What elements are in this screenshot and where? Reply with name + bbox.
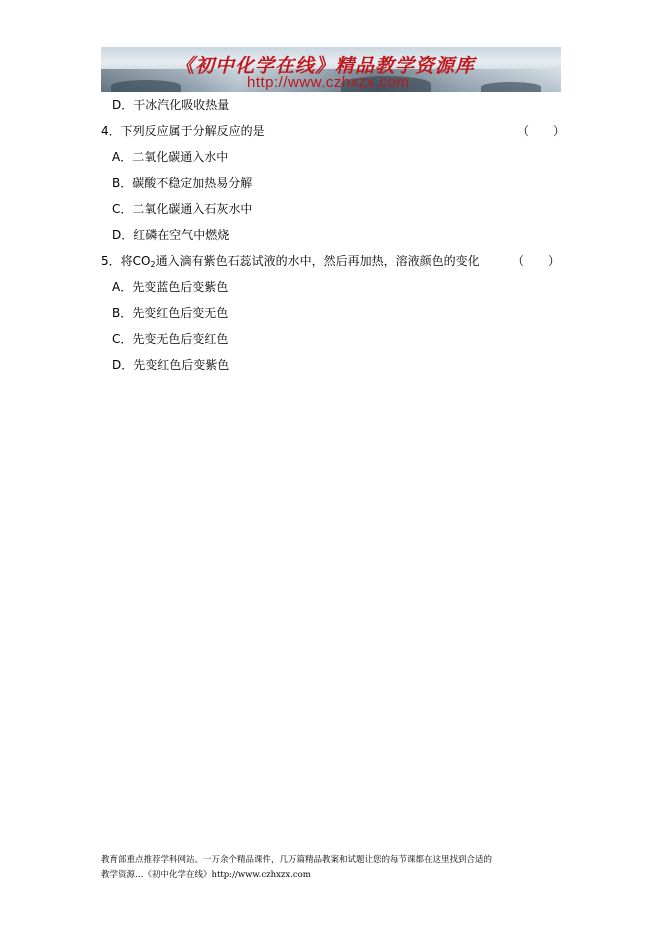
banner-url[interactable]: http://www.czhxzx.com bbox=[247, 74, 410, 91]
q4-option-a: A．二氧化碳通入水中 bbox=[112, 150, 229, 164]
banner-mountain bbox=[111, 80, 181, 92]
q5-option-a: A．先变蓝色后变紫色 bbox=[112, 280, 229, 294]
q3-option-d: D．干冰汽化吸收热量 bbox=[112, 98, 230, 112]
q5-option-c: C．先变无色后变红色 bbox=[112, 332, 229, 346]
footer-line-2: 教学资源…《初中化学在线》http://www.czhxzx.com bbox=[101, 870, 311, 880]
q5-answer-blank: （ ） bbox=[512, 254, 561, 268]
q4-answer-blank: （ ） bbox=[517, 124, 566, 138]
banner-mountain bbox=[481, 82, 541, 92]
q5-stem: 5．将$CO_2$通入滴有紫色石蕊试液的水中，然后再加热，溶液颜色的变化 bbox=[101, 254, 480, 269]
banner-title: 《初中化学在线》精品教学资源库 bbox=[175, 55, 476, 77]
q4-option-b: B．碳酸不稳定加热易分解 bbox=[112, 176, 253, 190]
q5-option-d: D．先变红色后变紫色 bbox=[112, 358, 230, 372]
q4-option-d: D．红磷在空气中燃烧 bbox=[112, 228, 230, 242]
footer-line-1: 教育部重点推荐学科网站。一万余个精品课件，几万篇精品教案和试题让您的每节课都在这里找到合适的 bbox=[101, 855, 493, 865]
q4-option-c: C．二氧化碳通入石灰水中 bbox=[112, 202, 253, 216]
q5-option-b: B．先变红色后变无色 bbox=[112, 306, 229, 320]
q4-stem: 4．下列反应属于分解反应的是 bbox=[101, 124, 265, 138]
header-banner bbox=[101, 47, 561, 92]
